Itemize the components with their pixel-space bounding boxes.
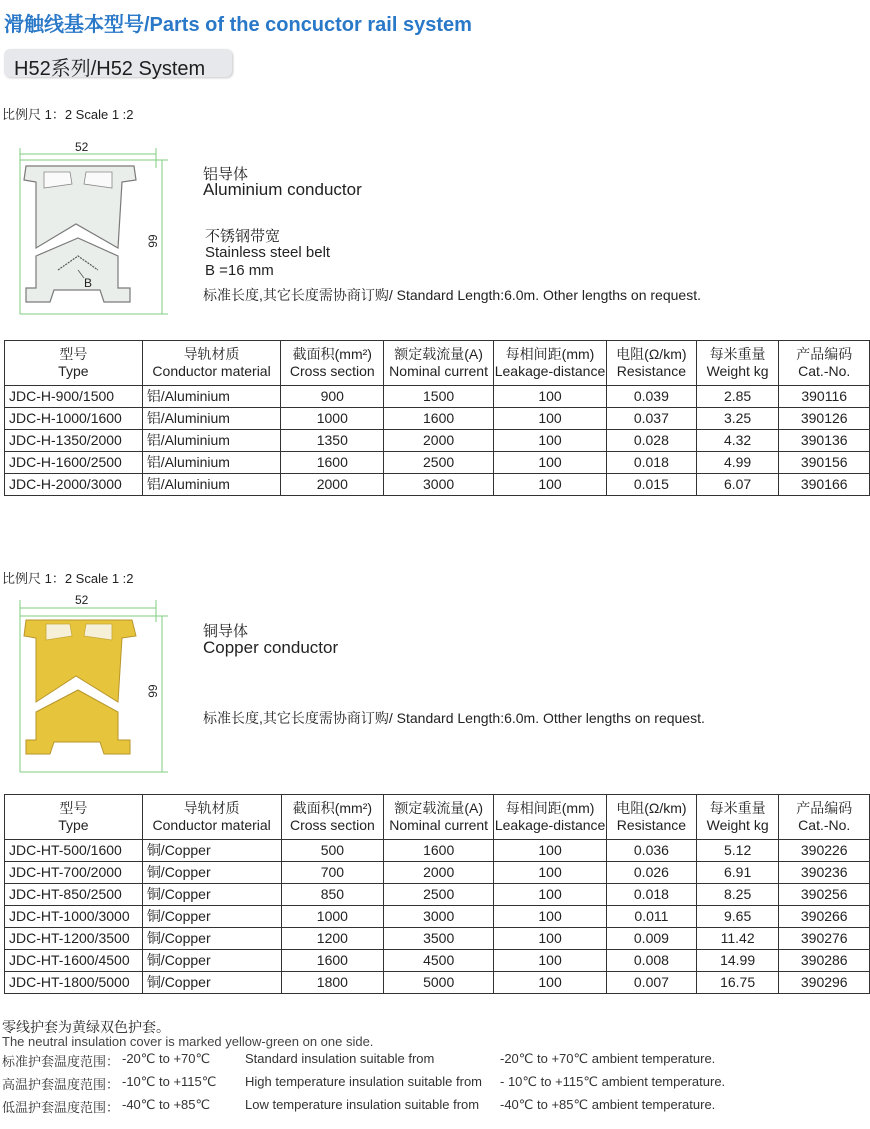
table-row: JDC-H-1350/2000 铝/Aluminium 1350 2000 100 0.028 4.32 390136 [5,430,870,452]
copper-name-cn: 铜导体 [203,623,249,640]
insulation-standard-cn: 标准护套温度范围： [2,1054,120,1069]
aluminium-standard-length: 标准长度,其它长度需协商订购/ Standard Length:6.0m. Other lengths on request. [203,287,701,303]
col-material: 导轨材质 Conductor material [142,341,281,386]
insulation-high-range: -10℃ to +115℃ [122,1074,217,1089]
insulation-high-cn: 高温护套温度范围： [2,1077,120,1092]
copper-height-dimension: 66 [145,684,160,698]
col-cross-section: 截面积(mm²) Cross section [281,795,384,840]
table-row: JDC-HT-500/1600 铜/Copper 500 1600 100 0.036 5.12 390226 [5,840,870,862]
insulation-standard-temp: -20℃ to +70℃ ambient temperature. [500,1051,716,1066]
copper-name-en: Copper conductor [203,638,339,657]
table-header-row [5,795,870,840]
page-title: 滑触线基本型号/Parts of the concuctor rail system [4,14,472,36]
col-nominal-current: 额定载流量(A) Nominal current [384,795,494,840]
table-row: JDC-H-2000/3000 铝/Aluminium 2000 3000 100 0.015 6.07 390166 [5,474,870,496]
col-resistance: 电阻(Ω/km) Resistance [606,341,696,386]
col-cat-no: 产品编码 Cat.-No. [779,795,870,840]
aluminium-height-dimension: 66 [145,234,160,248]
copper-scale-label: 比例尺 1：2 Scale 1 :2 [2,571,134,586]
table-row: JDC-HT-1000/3000 铜/Copper 1000 3000 100 0.011 9.65 390266 [5,906,870,928]
insulation-low-en: Low temperature insulation suitable from [245,1097,480,1112]
col-cat-no: 产品编码 Cat.-No. [779,341,870,386]
neutral-note-en: The neutral insulation cover is marked yellow-green on one side. [2,1034,374,1049]
insulation-standard-range: -20℃ to +70℃ [122,1051,211,1066]
insulation-low-range: -40℃ to +85℃ [122,1097,211,1112]
aluminium-width-dimension: 52 [75,140,89,154]
aluminium-belt-dimension-b: B [84,276,93,290]
insulation-low-cn: 低温护套温度范围： [2,1100,120,1115]
table-row: JDC-H-900/1500 铝/Aluminium 900 1500 100 0.039 2.85 390116 [5,386,870,408]
aluminium-spec-table [4,340,870,496]
table-row: JDC-H-1600/2500 铝/Aluminium 1600 2500 100 0.018 4.99 390156 [5,452,870,474]
insulation-high-en: High temperature insulation suitable from [245,1074,483,1089]
table-row: JDC-HT-1200/3500 铜/Copper 1200 3500 100 0.009 11.42 390276 [5,928,870,950]
aluminium-scale-label: 比例尺 1：2 Scale 1 :2 [2,107,134,122]
col-type: 型号 Type [5,795,143,840]
neutral-note-cn: 零线护套为黄绿双色护套。 [2,1019,170,1035]
system-label: H52系列/H52 System [14,58,206,80]
insulation-standard-en: Standard insulation suitable from [245,1051,435,1066]
copper-spec-table [4,794,870,994]
aluminium-profile-drawing [14,138,178,324]
col-nominal-current: 额定载流量(A) Nominal current [384,341,494,386]
table-row: JDC-HT-700/2000 铜/Copper 700 2000 100 0.026 6.91 390236 [5,862,870,884]
table-header-row [5,341,870,386]
insulation-high-temp: - 10℃ to +115℃ ambient temperature. [500,1074,726,1089]
col-weight: 每米重量 Weight kg [696,341,779,386]
belt-value: B =16 mm [205,262,274,279]
table-row: JDC-HT-1800/5000 铜/Copper 1800 5000 100 0.007 16.75 390296 [5,972,870,994]
col-material: 导轨材质 Conductor material [142,795,281,840]
copper-width-dimension: 52 [75,593,89,607]
col-weight: 每米重量 Weight kg [696,795,779,840]
belt-label-en: Stainless steel belt [205,244,331,261]
table-row: JDC-HT-850/2500 铜/Copper 850 2500 100 0.018 8.25 390256 [5,884,870,906]
insulation-low-temp: -40℃ to +85℃ ambient temperature. [500,1097,716,1112]
belt-label-cn: 不锈钢带宽 [205,228,281,245]
aluminium-name-en: Aluminium conductor [203,180,362,199]
col-resistance: 电阻(Ω/km) Resistance [607,795,697,840]
copper-standard-length: 标准长度,其它长度需协商订购/ Standard Length:6.0m. Otther lengths on request. [203,710,705,726]
col-leakage-distance: 每相间距(mm) Leakage-distance [494,795,607,840]
table-row: JDC-H-1000/1600 铝/Aluminium 1000 1600 100 0.037 3.25 390126 [5,408,870,430]
col-leakage-distance: 每相间距(mm) Leakage-distance [494,341,607,386]
table-row: JDC-HT-1600/4500 铜/Copper 1600 4500 100 0.008 14.99 390286 [5,950,870,972]
system-badge [4,49,232,80]
col-cross-section: 截面积(mm²) Cross section [281,341,384,386]
col-type: 型号 Type [5,341,143,386]
aluminium-name-cn: 铝导体 [203,166,249,183]
